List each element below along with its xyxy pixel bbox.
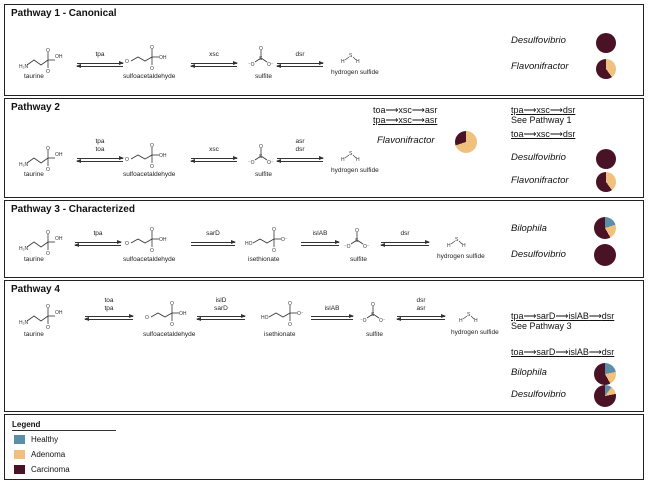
svg-text:O: O — [355, 228, 359, 234]
step-arrow — [277, 157, 323, 163]
route-note: See Pathway 3 — [511, 321, 572, 331]
step-arrow — [191, 62, 237, 68]
svg-text:H₂N: H₂N — [19, 64, 29, 70]
route-enzyme: tpa — [511, 105, 524, 115]
route-enzyme: asr — [424, 105, 438, 115]
taurine-label: taurine — [24, 256, 44, 263]
svg-text:O: O — [46, 230, 50, 236]
svg-text:OH: OH — [159, 153, 167, 159]
svg-text:HO: HO — [245, 241, 253, 247]
svg-text:O: O — [150, 143, 154, 149]
sulfoacetaldehyde-structure — [125, 227, 175, 253]
route-enzyme: toa — [511, 129, 524, 139]
svg-text:O⁻: O⁻ — [267, 160, 274, 166]
route-line — [373, 105, 437, 115]
svg-text:O: O — [46, 251, 50, 255]
svg-text:O⁻: O⁻ — [379, 318, 386, 324]
route-arrow-icon: ⟶ — [385, 105, 399, 115]
taurine-label: taurine — [24, 331, 44, 338]
sulfoacetaldehyde-label: sulfoacetaldehyde — [143, 331, 196, 338]
taurine-label: taurine — [24, 171, 44, 178]
svg-text:H: H — [462, 243, 466, 249]
enzyme-label: islD — [215, 297, 227, 304]
route-enzyme: islAB — [568, 347, 589, 357]
svg-text:OH: OH — [159, 55, 167, 61]
svg-text:O: O — [150, 227, 154, 233]
svg-text:O: O — [272, 227, 276, 233]
hydrogen-sulfide-structure — [339, 147, 363, 167]
hydrogen-sulfide-label: hydrogen sulfide — [451, 329, 499, 336]
route-arrow-icon: ⟶ — [411, 115, 425, 125]
svg-text:O: O — [46, 304, 50, 310]
organism-label: Desulfovibrio — [511, 152, 566, 163]
svg-text:⁻O: ⁻O — [360, 318, 367, 324]
svg-text:H₂N: H₂N — [19, 162, 29, 168]
enzyme-label: dsr — [400, 230, 410, 237]
hydrogen-sulfide-label: hydrogen sulfide — [331, 69, 379, 76]
sulfite-structure — [343, 227, 373, 253]
svg-text:S: S — [371, 312, 375, 318]
route-enzyme: xsc — [398, 115, 412, 125]
enzyme-label: dsr — [416, 297, 426, 304]
svg-text:O: O — [170, 301, 174, 307]
sulfite-label: sulfite — [366, 331, 383, 338]
pathway-3-panel — [4, 200, 644, 278]
svg-text:O: O — [259, 46, 263, 52]
svg-text:O⁻: O⁻ — [267, 62, 274, 68]
sulfite-label: sulfite — [350, 256, 367, 263]
sulfite-structure — [247, 143, 277, 169]
legend-swatch-healthy — [14, 435, 25, 444]
hydrogen-sulfide-structure — [445, 233, 469, 253]
pathway-2-panel — [4, 98, 644, 198]
sulfoacetaldehyde-label: sulfoacetaldehyde — [123, 256, 176, 263]
route-enzyme: xsc — [398, 105, 412, 115]
organism-label: Bilophila — [511, 367, 547, 378]
step-arrow — [381, 241, 429, 247]
svg-text:O: O — [46, 69, 50, 73]
route-arrow-icon: ⟶ — [555, 311, 569, 321]
svg-text:OH: OH — [159, 237, 167, 243]
abundance-pie — [594, 363, 616, 385]
svg-text:OH: OH — [55, 310, 63, 316]
sulfoacetaldehyde-structure — [145, 301, 195, 327]
enzyme-label: tpa — [95, 51, 105, 58]
organism-label: Desulfovibrio — [511, 35, 566, 46]
abundance-pie — [596, 172, 616, 192]
sulfite-label: sulfite — [255, 73, 272, 80]
svg-text:O: O — [272, 248, 276, 253]
abundance-pie — [594, 385, 616, 407]
route-line — [511, 311, 614, 321]
pathway-3-title: Pathway 3 - Characterized — [11, 204, 135, 215]
svg-text:O: O — [46, 146, 50, 152]
route-arrow-icon: ⟶ — [523, 129, 537, 139]
route-enzyme: dsr — [601, 311, 615, 321]
taurine-structure — [19, 145, 65, 171]
legend-label-healthy: Healthy — [31, 435, 59, 444]
step-arrow — [191, 157, 237, 163]
svg-text:O: O — [125, 59, 129, 65]
route-arrow-icon: ⟶ — [411, 105, 425, 115]
pathway-1-title: Pathway 1 - Canonical — [11, 8, 117, 19]
organism-label: Flavonifractor — [511, 61, 569, 72]
route-enzyme: toa — [511, 347, 524, 357]
enzyme-label: islAB — [324, 305, 340, 312]
svg-text:O: O — [259, 144, 263, 150]
route-arrow-icon: ⟶ — [549, 105, 563, 115]
sulfoacetaldehyde-label: sulfoacetaldehyde — [123, 73, 176, 80]
route-enzyme: sarD — [536, 347, 556, 357]
route-arrow-icon: ⟶ — [555, 347, 569, 357]
route-line — [511, 347, 614, 357]
enzyme-label: tpa — [104, 305, 114, 312]
svg-text:OH: OH — [55, 236, 63, 242]
route-arrow-icon: ⟶ — [523, 105, 537, 115]
svg-text:O: O — [170, 322, 174, 327]
enzyme-label: xsc — [209, 51, 219, 58]
svg-text:O: O — [288, 301, 292, 307]
svg-text:H₂N: H₂N — [19, 320, 29, 326]
route-enzyme: xsc — [536, 129, 550, 139]
sulfite-structure — [247, 45, 277, 71]
svg-text:H: H — [356, 59, 360, 65]
svg-text:O: O — [125, 241, 129, 247]
pathway-4-panel — [4, 280, 644, 412]
taurine-structure — [19, 47, 65, 73]
hydrogen-sulfide-label: hydrogen sulfide — [437, 253, 485, 260]
svg-text:⁻O: ⁻O — [248, 160, 255, 166]
abundance-pie — [594, 217, 616, 239]
taurine-label: taurine — [24, 73, 44, 80]
route-arrow-icon: ⟶ — [549, 129, 563, 139]
step-arrow — [191, 241, 235, 247]
step-arrow — [311, 315, 353, 321]
sulfite-label: sulfite — [255, 171, 272, 178]
route-note: See Pathway 1 — [511, 115, 572, 125]
abundance-pie — [596, 59, 616, 79]
legend-swatch-carcinoma — [14, 465, 25, 474]
route-enzyme: dsr — [562, 129, 576, 139]
taurine-structure — [19, 229, 65, 255]
enzyme-label: asr — [295, 138, 305, 145]
svg-text:O: O — [46, 167, 50, 171]
organism-label: Desulfovibrio — [511, 249, 566, 260]
route-enzyme: tpa — [373, 115, 386, 125]
enzyme-label: tpa — [93, 230, 103, 237]
enzyme-label: xsc — [209, 146, 219, 153]
step-arrow — [277, 62, 323, 68]
route-arrow-icon: ⟶ — [588, 347, 602, 357]
svg-text:S: S — [467, 312, 471, 318]
organism-label: Desulfovibrio — [511, 389, 566, 400]
svg-text:O: O — [125, 157, 129, 163]
organism-label: Flavonifractor — [511, 175, 569, 186]
pathway-1-panel — [4, 4, 644, 96]
legend-swatch-adenoma — [14, 450, 25, 459]
route-enzyme: islAB — [568, 311, 589, 321]
step-arrow — [85, 315, 133, 321]
route-enzyme: tpa — [511, 311, 524, 321]
sulfoacetaldehyde-structure — [125, 143, 175, 169]
abundance-pie — [455, 131, 477, 153]
isethionate-label: isethionate — [248, 256, 280, 263]
svg-text:S: S — [355, 238, 359, 244]
svg-text:OH: OH — [55, 152, 63, 158]
route-enzyme: xsc — [536, 105, 550, 115]
svg-text:S: S — [455, 237, 459, 243]
svg-text:O: O — [288, 322, 292, 327]
enzyme-label: sarD — [206, 230, 220, 237]
step-arrow — [77, 62, 123, 68]
abundance-pie — [596, 33, 616, 53]
svg-text:H: H — [341, 59, 345, 65]
step-arrow — [197, 315, 245, 321]
svg-text:O: O — [150, 66, 154, 71]
route-enzyme: dsr — [562, 105, 576, 115]
svg-text:O⁻: O⁻ — [281, 237, 288, 243]
enzyme-label: dsr — [295, 51, 305, 58]
svg-text:O: O — [371, 302, 375, 308]
svg-text:H: H — [356, 157, 360, 163]
legend-label-adenoma: Adenoma — [31, 450, 66, 459]
route-enzyme: toa — [373, 105, 386, 115]
svg-text:S: S — [259, 154, 263, 160]
svg-text:H₂N: H₂N — [19, 246, 29, 252]
pathway-4-title: Pathway 4 — [11, 284, 60, 295]
enzyme-label: sarD — [214, 305, 228, 312]
svg-text:O: O — [150, 248, 154, 253]
step-arrow — [301, 241, 339, 247]
hydrogen-sulfide-structure — [457, 308, 481, 328]
route-enzyme: asr — [424, 115, 438, 125]
organism-label: Flavonifractor — [377, 135, 435, 146]
svg-text:S: S — [259, 56, 263, 62]
enzyme-label: dsr — [295, 146, 305, 153]
svg-text:O: O — [150, 164, 154, 169]
svg-text:O: O — [145, 315, 149, 321]
isethionate-structure — [245, 227, 291, 253]
route-arrow-icon: ⟶ — [523, 347, 537, 357]
abundance-pie — [596, 149, 616, 169]
route-line — [511, 105, 575, 115]
enzyme-label: islAB — [312, 230, 328, 237]
legend-title: Legend — [12, 420, 41, 429]
svg-text:S: S — [349, 151, 353, 157]
svg-text:OH: OH — [179, 311, 187, 317]
enzyme-label: asr — [416, 305, 426, 312]
svg-text:O: O — [46, 325, 50, 329]
svg-text:H: H — [474, 318, 478, 324]
svg-text:S: S — [349, 53, 353, 59]
step-arrow — [77, 157, 123, 163]
hydrogen-sulfide-structure — [339, 49, 363, 69]
svg-text:⁻O: ⁻O — [248, 62, 255, 68]
route-arrow-icon: ⟶ — [523, 311, 537, 321]
svg-text:OH: OH — [55, 54, 63, 60]
svg-text:O⁻: O⁻ — [297, 311, 304, 317]
sulfite-structure — [359, 301, 389, 327]
svg-text:HO: HO — [261, 315, 269, 321]
route-line — [373, 115, 437, 125]
step-arrow — [397, 315, 445, 321]
step-arrow — [75, 241, 121, 247]
route-enzyme: dsr — [601, 347, 615, 357]
enzyme-label: toa — [104, 297, 114, 304]
legend-rule — [12, 430, 116, 431]
abundance-pie — [594, 244, 616, 266]
svg-text:H: H — [447, 243, 451, 249]
route-arrow-icon: ⟶ — [588, 311, 602, 321]
legend-label-carcinoma: Carcinoma — [31, 465, 70, 474]
svg-text:O: O — [150, 45, 154, 51]
svg-text:O: O — [46, 48, 50, 54]
svg-text:O⁻: O⁻ — [363, 244, 370, 250]
isethionate-label: isethionate — [264, 331, 296, 338]
enzyme-label: tpa — [95, 138, 105, 145]
sulfoacetaldehyde-structure — [125, 45, 175, 71]
route-line — [511, 129, 575, 139]
organism-label: Bilophila — [511, 223, 547, 234]
svg-text:⁻O: ⁻O — [344, 244, 351, 250]
legend-panel — [4, 414, 644, 480]
route-arrow-icon: ⟶ — [385, 115, 399, 125]
svg-text:H: H — [341, 157, 345, 163]
route-enzyme: sarD — [536, 311, 556, 321]
sulfoacetaldehyde-label: sulfoacetaldehyde — [123, 171, 176, 178]
hydrogen-sulfide-label: hydrogen sulfide — [331, 167, 379, 174]
svg-text:H: H — [459, 318, 463, 324]
enzyme-label: toa — [95, 146, 105, 153]
taurine-structure — [19, 303, 65, 329]
pathway-2-title: Pathway 2 — [11, 102, 60, 113]
isethionate-structure — [261, 301, 307, 327]
